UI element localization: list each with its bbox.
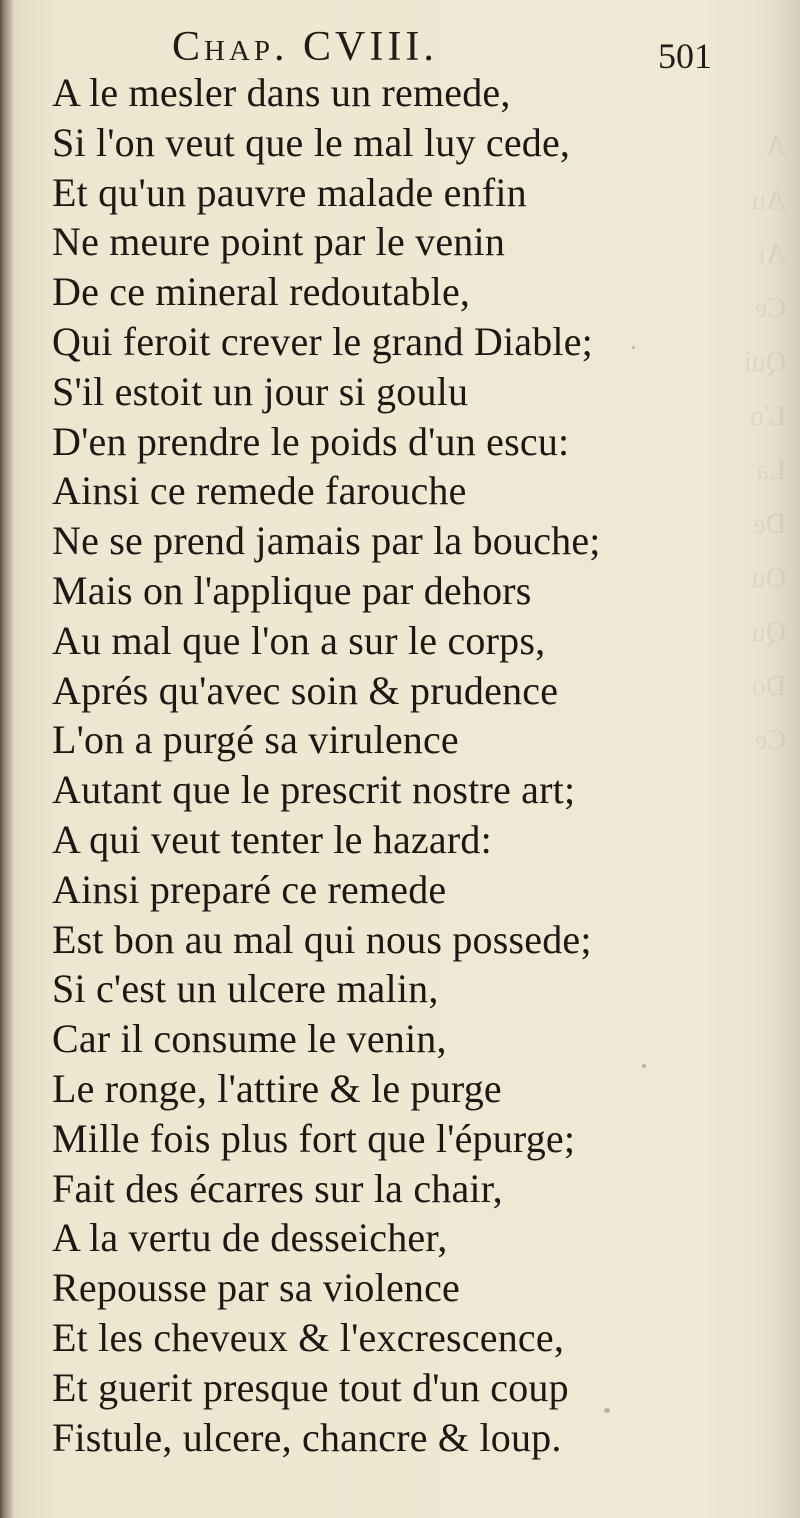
paper-speck [642, 1064, 646, 1068]
poem-line: Autant que le prescrit nostre art; [52, 767, 576, 813]
poem-line: Si c'est un ulcere malin, [52, 966, 439, 1012]
poem-line: Si l'on veut que le mal luy cede, [52, 119, 571, 165]
poem-line: Et qu'un pauvre malade enfin [52, 169, 527, 215]
page-number: 501 [658, 36, 712, 76]
paper-speck [632, 346, 635, 349]
poem-line: A qui veut tenter le hazard: [52, 816, 492, 862]
poem-line: Est bon au mal qui nous possede; [52, 916, 592, 962]
poem-line: Et guerit presque tout d'un coup [52, 1364, 569, 1410]
chapter-heading: Chap. CVIII. [172, 24, 438, 70]
poem-line: A la vertu de desseicher, [52, 1215, 448, 1261]
poem-line: Repousse par sa violence [52, 1265, 461, 1311]
page-header [0, 24, 800, 74]
poem-line: Ainsi ce remede farouche [52, 468, 467, 514]
poem-line: L'on a purgé sa virulence [52, 717, 459, 763]
poem-line: Fait des écarres sur la chair, [52, 1165, 503, 1211]
poem-line: A le mesler dans un remede, [52, 70, 511, 115]
poem-line: Aprés qu'avec soin & prudence [52, 667, 559, 713]
poem-line: Ainsi preparé ce remede [52, 866, 447, 912]
paper-speck [604, 1408, 610, 1413]
poem-line: Mais on l'applique par dehors [52, 567, 532, 613]
poem-line: D'en prendre le poids d'un escu: [52, 418, 570, 464]
poem-line: S'il estoit un jour si goulu [52, 368, 469, 414]
poem-line: Mille fois plus fort que l'épurge; [52, 1115, 576, 1161]
poem-line: De ce mineral redoutable, [52, 269, 471, 315]
poem-line: Le ronge, l'attire & le purge [52, 1065, 502, 1111]
page-edge-shadow [765, 0, 800, 1518]
poem-line: Au mal que l'on a sur le corps, [52, 617, 546, 663]
poem-line: Qui feroit crever le grand Diable; [52, 318, 593, 364]
poem-line: Car il consume le venin, [52, 1016, 447, 1062]
page-binding [0, 0, 14, 1518]
poem-line: Ne se prend jamais par la bouche; [52, 518, 601, 564]
poem-line: Et les cheveux & l'excrescence, [52, 1314, 565, 1360]
poem-text [52, 68, 692, 1462]
poem-line: Ne meure point par le venin [52, 219, 506, 265]
poem-line: Fistule, ulcere, chancre & loup. [52, 1414, 562, 1460]
